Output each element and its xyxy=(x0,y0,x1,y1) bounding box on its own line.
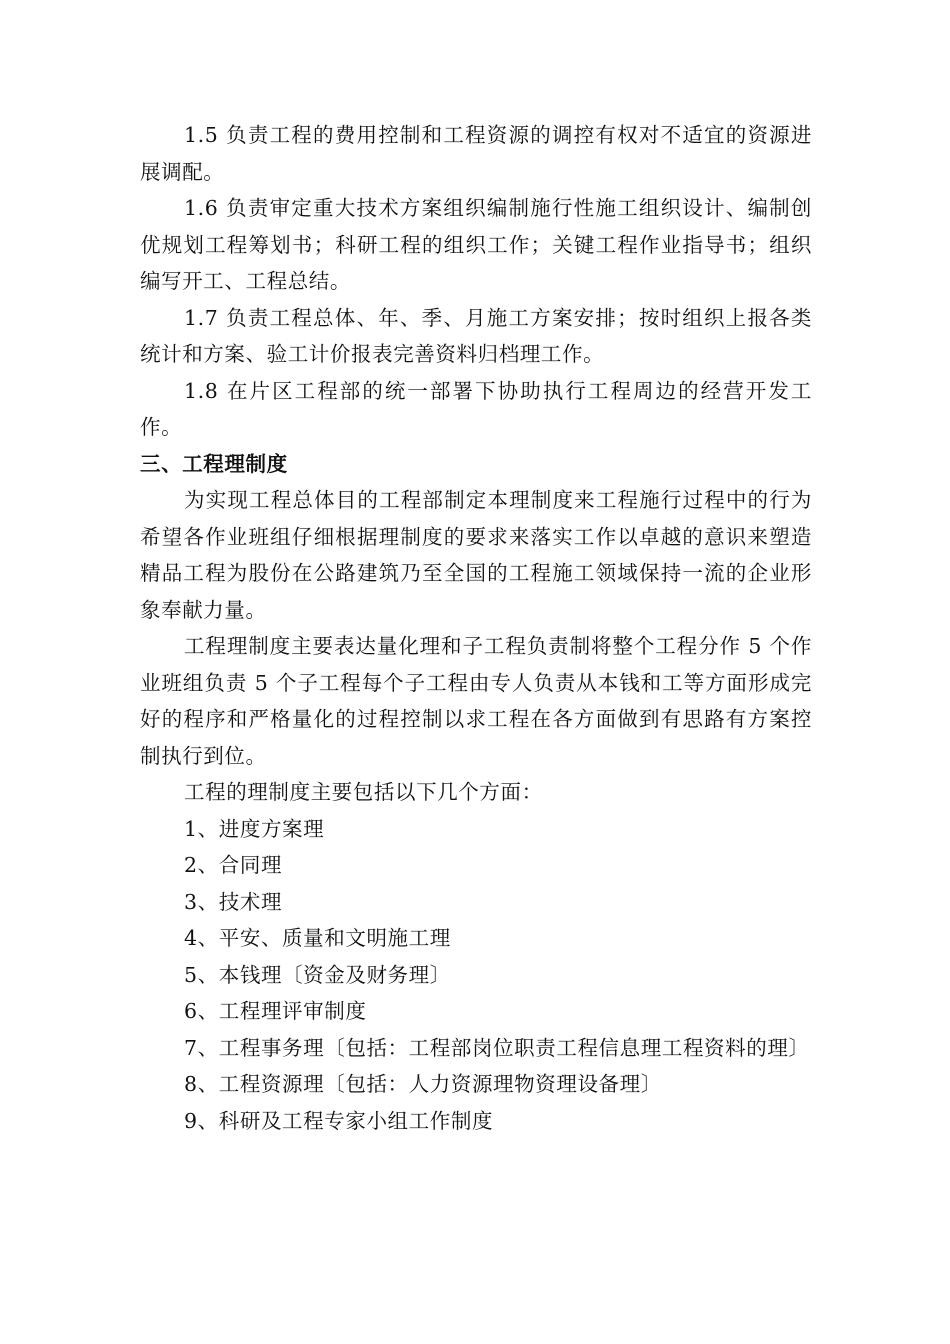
body-paragraph: 工程的理制度主要包括以下几个方面： xyxy=(184,780,543,804)
list-item: 5、本钱理〔资金及财务理〕 xyxy=(184,962,451,987)
list-item: 9、科研及工程专家小组工作制度 xyxy=(184,1108,494,1133)
paragraph-1-6: 1.6 负责审定重大技术方案组织编制施行性施工组织设计、编制创优规划工程筹划书；科研工程的组织工作；关键工程作业指导书；组织编写开工、工程总结。 xyxy=(140,196,812,293)
list-item: 8、工程资源理〔包括：人力资源理物资理设备理〕 xyxy=(184,1072,662,1096)
list-item: 3、技术理 xyxy=(184,889,283,914)
list-item: 7、工程事务理〔包括：工程部岗位职责工程信息理工程资料的理〕 xyxy=(184,1035,810,1060)
list-item: 4、平安、质量和文明施工理 xyxy=(184,926,451,950)
list-item: 1、进度方案理 xyxy=(184,816,325,841)
section-heading: 三、工程理制度 xyxy=(140,451,288,476)
paragraph-1-8: 1.8 在片区工程部的统一部署下协助执行工程周边的经营开发工作。 xyxy=(140,378,812,439)
list-item: 2、合同理 xyxy=(184,853,283,877)
body-paragraph: 为实现工程总体目的工程部制定本理制度来工程施行过程中的行为希望各作业班组仔细根据理制度的要求来落实工作以卓越的意识来塑造精品工程为股份在公路建筑乃至全国的工程施工领域保持一流的企业形象奉献力量。 xyxy=(140,488,812,622)
body-paragraph: 工程理制度主要表达量化理和子工程负责制将整个工程分作 5 个作业班组负责 5 个子工程每个子工程由专人负责从本钱和工等方面形成完好的程序和严格量化的过程控制以求工程在各方面做到有思路有方案控制执行到位。 xyxy=(140,634,812,768)
document-body xyxy=(140,117,812,1139)
list-item: 6、工程理评审制度 xyxy=(184,999,367,1023)
paragraph-1-5: 1.5 负责工程的费用控制和工程资源的调控有权对不适宜的资源进展调配。 xyxy=(140,123,812,184)
paragraph-1-7: 1.7 负责工程总体、年、季、月施工方案安排；按时组织上报各类统计和方案、验工计价报表完善资料归档理工作。 xyxy=(140,305,812,366)
